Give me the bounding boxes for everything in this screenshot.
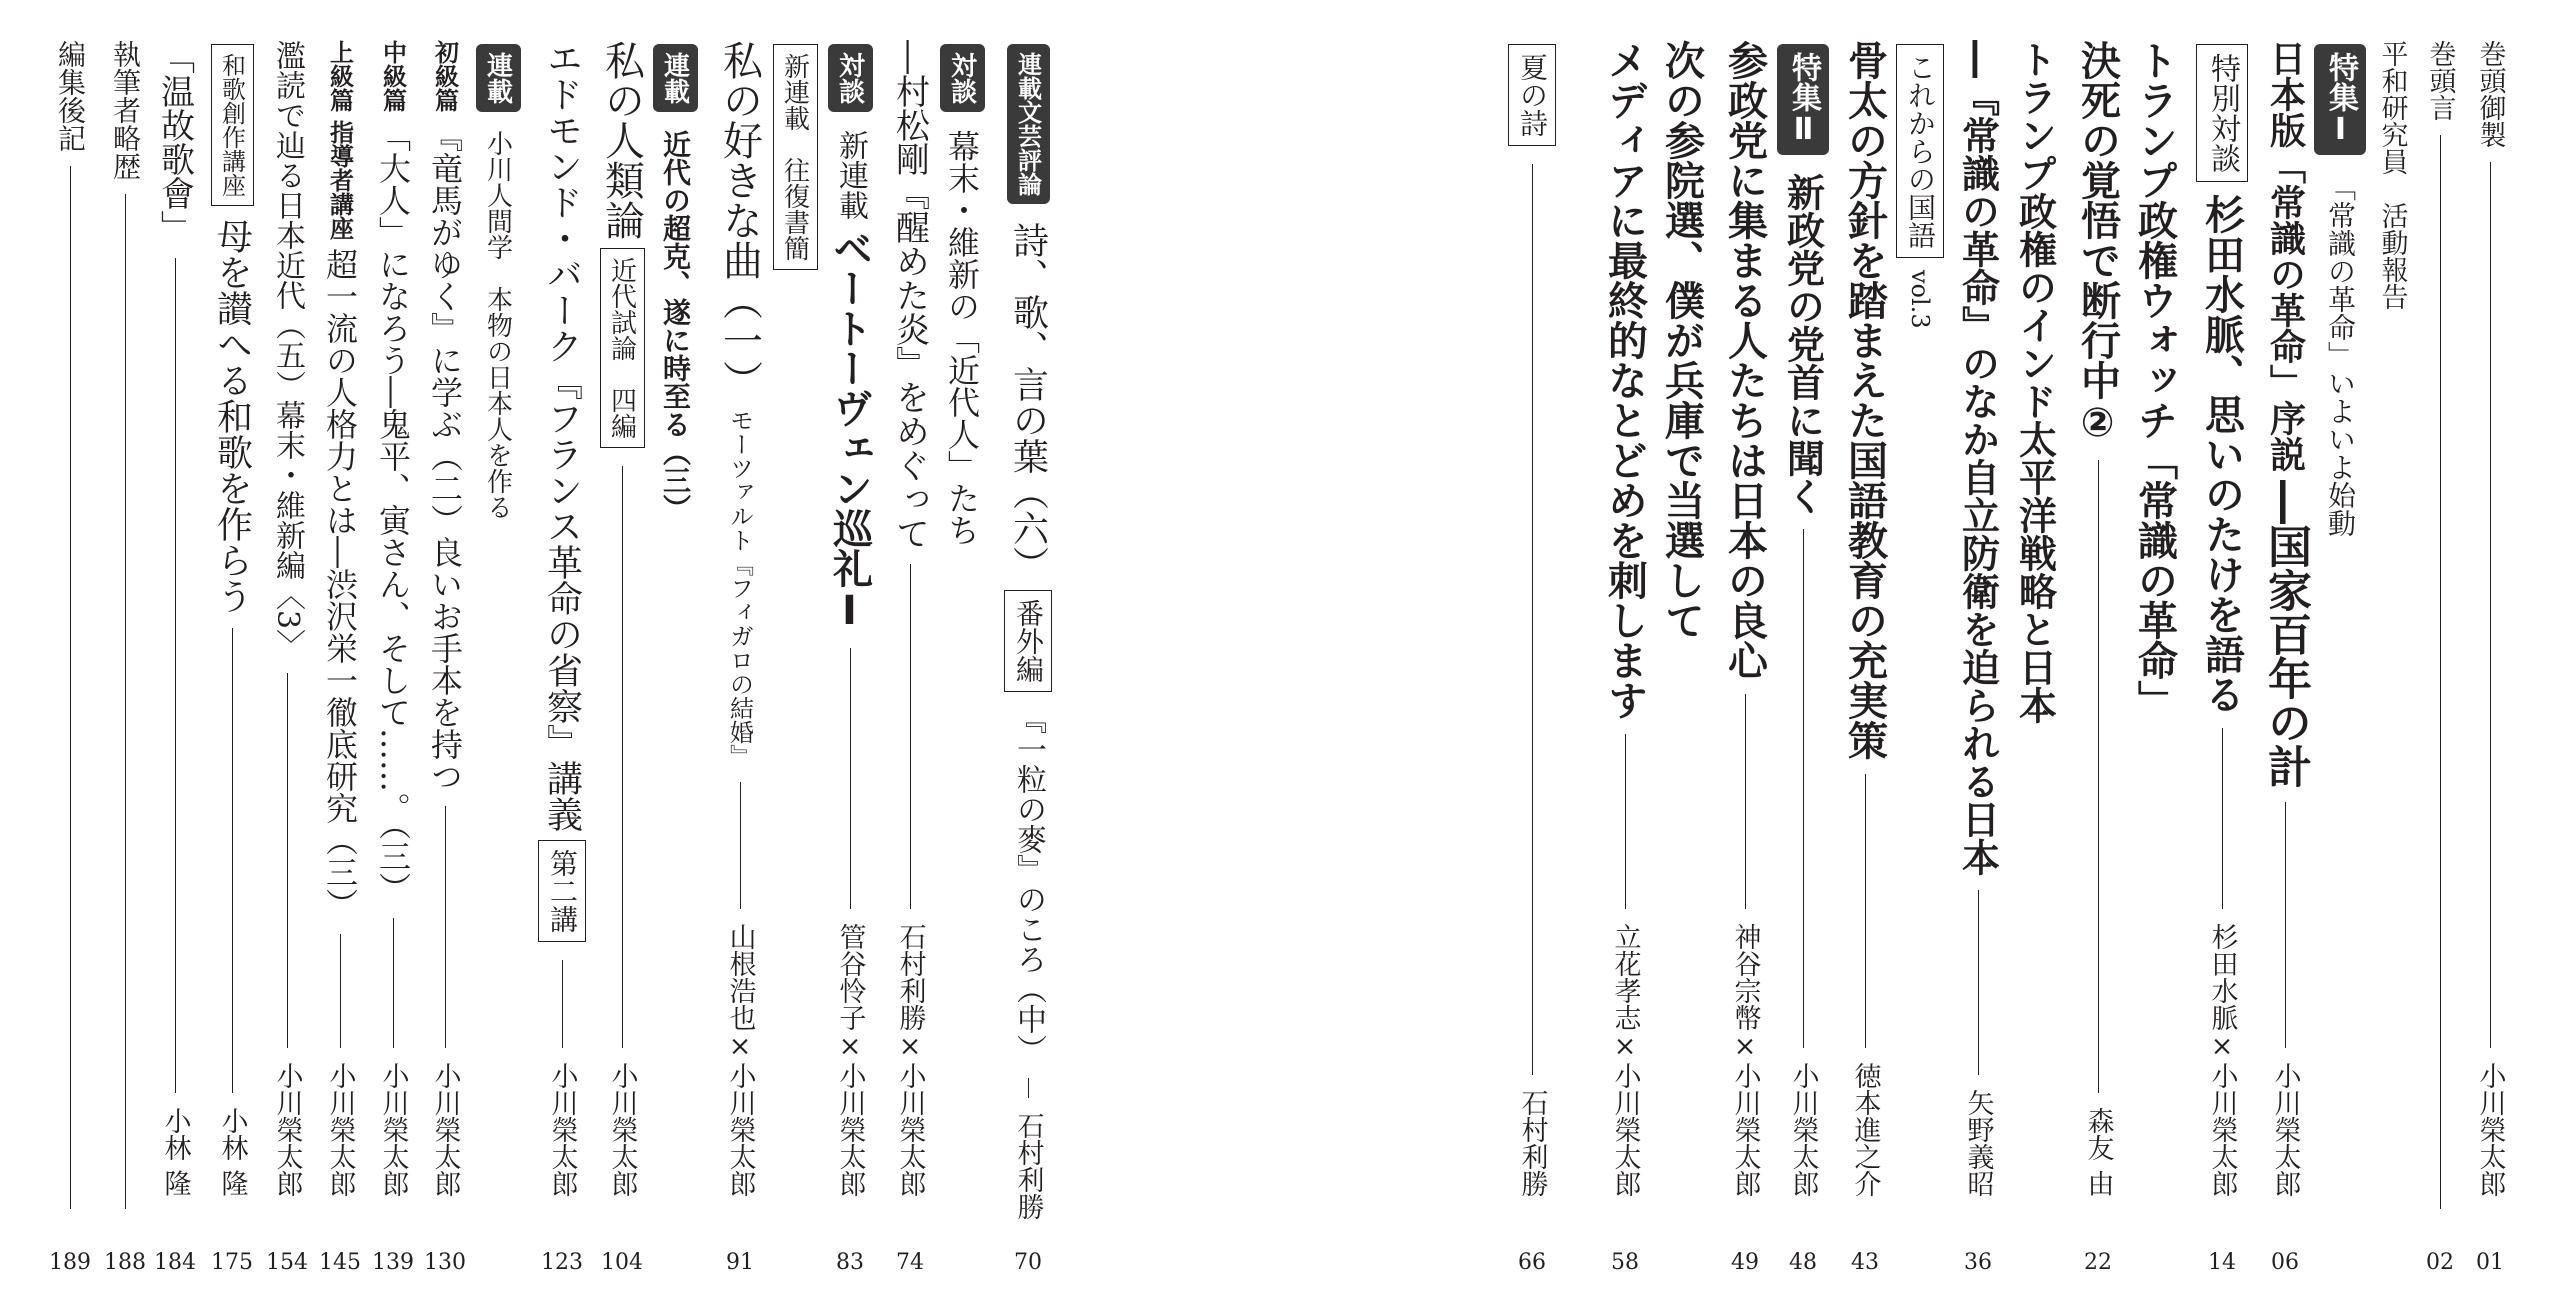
section-label: 番外編 [1004, 590, 1052, 692]
entry-author: 石村利勝 [1516, 1089, 1548, 1197]
entry-title: 杉田水脈、思いのたけを語る [2198, 194, 2245, 714]
page-number: 154 [266, 1250, 308, 1275]
toc-entry[interactable] [2192, 40, 2252, 1275]
entry-title: 幕末・維新の「近代人」たち [943, 130, 981, 546]
leader-line [2222, 728, 2223, 909]
leader-line [2285, 802, 2286, 1048]
leader-line [622, 466, 623, 1048]
page-number: 74 [896, 1250, 924, 1275]
page-number: 49 [1731, 1250, 1759, 1275]
page-number: 48 [1789, 1250, 1817, 1275]
section-label: 近代試論 四編 [600, 248, 645, 448]
page-number: 130 [424, 1250, 466, 1275]
leader-line [740, 782, 741, 909]
entry-author: 小林 隆 [159, 1107, 191, 1197]
entry-title: 日本版「常識の革命」序説 [2264, 40, 2306, 472]
leader-line [232, 628, 233, 1093]
section-label: 和歌創作講座 [211, 44, 254, 206]
entry-title: 次の参院選、僕が兵庫で当選して [1658, 40, 1705, 640]
toc-entry[interactable] [2310, 40, 2370, 1275]
entry-author: 小川榮太郎 [271, 1062, 303, 1197]
leader-line [393, 918, 394, 1048]
page-number: 02 [2426, 1250, 2454, 1275]
toc-entry[interactable] [1835, 40, 1895, 1275]
page-number: 01 [2476, 1250, 2504, 1275]
entry-author: 小川榮太郎 [429, 1062, 461, 1197]
leader-line [910, 564, 911, 909]
entry-title: 「常識の革命」いよいよ始動 [2324, 173, 2357, 537]
page-number: 175 [211, 1250, 253, 1275]
page-number: 104 [601, 1250, 643, 1275]
entry-title: 参政党に集まる人たちは日本の良心 [1721, 40, 1768, 680]
section-tag: 特集Ⅱ [1777, 44, 1829, 155]
toc-entry[interactable] [40, 40, 100, 1275]
leader-line [1028, 1078, 1029, 1098]
entry-author: 小川榮太郎 [2474, 1062, 2506, 1197]
entry-author: 神谷宗幣×小川榮太郎 [1729, 923, 1761, 1197]
entry-author: 山根浩也×小川榮太郎 [724, 923, 756, 1197]
entry-title: ベートーヴェン巡礼Ⅰ [826, 228, 873, 634]
entry-title: 母を讃へる和歌を作らう [211, 218, 253, 614]
leader-line [1865, 774, 1866, 1048]
entry-title: 初級篇 [430, 40, 459, 112]
entry-title: 「大人」になろう―鬼平、寅さん、そして……。（三） [374, 120, 412, 904]
entry-author: 小林 隆 [216, 1107, 248, 1197]
entry-title: トランプ政権のインド太平洋戦略と日本 [2012, 40, 2057, 724]
page-number: 189 [49, 1250, 91, 1275]
entry-title: 巻頭言 [2424, 40, 2456, 121]
toc-entry[interactable] [2068, 40, 2128, 1275]
entry-title: メディアに最終的なとどめを刺します [1601, 40, 1648, 720]
entry-title: 詩、歌、言の葉（六） [1007, 222, 1049, 582]
entry-title: ―国家百年の計 [2260, 480, 2311, 788]
entry-title: 私の好きな曲（一） [716, 40, 763, 400]
leader-line [340, 934, 341, 1048]
entry-author: 小川榮太郎 [1787, 1062, 1819, 1197]
entry-title: 平和研究員 活動報告 [2376, 40, 2408, 310]
entry-title: 濫読で辿る日本近代（五）幕末・維新編〈3〉 [270, 40, 305, 660]
page-number: 22 [2084, 1250, 2112, 1275]
entry-author: 杉田水脈×小川榮太郎 [2206, 923, 2238, 1197]
leader-line [1532, 164, 1533, 1075]
page-number: 70 [1014, 1250, 1042, 1275]
leader-line [1978, 890, 1979, 1075]
leader-line [2098, 460, 2099, 1093]
page-number: 139 [372, 1250, 414, 1275]
entry-author: 小川榮太郎 [324, 1062, 356, 1197]
toc-entry[interactable] [2362, 40, 2422, 1275]
section-tag: 対談 [940, 44, 985, 112]
leader-line [287, 673, 288, 1048]
entry-author: 徳本進之介 [1849, 1062, 1881, 1197]
page-number: 123 [541, 1250, 583, 1275]
entry-title: エドモンド・バーク『フランス革命の省察』講義 [541, 40, 583, 832]
page-number: 58 [1611, 1250, 1639, 1275]
page-number: 83 [836, 1250, 864, 1275]
toc-entry[interactable] [415, 40, 475, 1275]
entry-author: 小川榮太郎 [546, 1062, 578, 1197]
section-tag: 特集Ⅰ [2314, 44, 2366, 155]
section-label: これからの国語 [1896, 44, 1944, 258]
entry-title: トランプ政権ウォッチ「常識の革命」 [2131, 40, 2178, 720]
toc-entry[interactable] [468, 40, 528, 1275]
leader-line [125, 194, 126, 1209]
toc-entry[interactable] [710, 40, 770, 1275]
entry-title: ―『常識の革命』のなか自立防衛を迫られる日本 [1955, 40, 2000, 876]
toc-entry[interactable] [532, 40, 592, 1275]
page-number: 188 [104, 1250, 146, 1275]
section-tag: 連載 [476, 44, 521, 112]
entry-title: 新連載 [833, 130, 868, 220]
toc-entry[interactable] [1502, 40, 1562, 1275]
section-label: 新連載 往復書簡 [773, 44, 818, 270]
toc-entry[interactable] [257, 40, 317, 1275]
leader-line [70, 166, 71, 1209]
leader-line [562, 960, 563, 1048]
entry-title: 執筆者略歴 [109, 40, 142, 180]
entry-author: 管谷怜子×小川榮太郎 [834, 923, 866, 1197]
entry-title: 近代の超克、遂に時至る（三） [659, 130, 692, 522]
entry-title: 決死の覚悟で断行中② [2074, 40, 2121, 446]
page-number: 145 [319, 1250, 361, 1275]
leader-line [850, 648, 851, 909]
toc-entry[interactable] [363, 40, 423, 1275]
page-number: 06 [2271, 1250, 2299, 1275]
entry-author: 石村利勝×小川榮太郎 [894, 923, 926, 1197]
entry-author: 森友 由 [2082, 1107, 2114, 1197]
entry-title: 指導者講座 [325, 120, 354, 240]
section-label: 特別対談 [2196, 44, 2248, 182]
entry-title: 『竜馬がゆく』に学ぶ（二）良いお手本を持つ [426, 120, 464, 792]
page-number: 91 [726, 1250, 754, 1275]
toc-entry[interactable] [645, 40, 705, 1275]
entry-title: 『一粒の麥』のころ（中） [1011, 704, 1046, 1064]
page-number: 43 [1851, 1250, 1879, 1275]
entry-author: 矢野義昭 [1962, 1089, 1994, 1197]
leader-line [2440, 135, 2441, 1209]
toc-entry[interactable] [1773, 40, 1833, 1275]
leader-line [1803, 529, 1804, 1048]
entry-author: 立花孝志×小川榮太郎 [1609, 923, 1641, 1197]
toc-entry[interactable] [2005, 40, 2065, 1275]
toc-entry[interactable] [765, 40, 825, 1275]
entry-title: モーツァルト『フィガロの結婚』 [725, 408, 754, 768]
entry-title: 巻頭御製 [2474, 40, 2506, 148]
page-number: 184 [154, 1250, 196, 1275]
toc-entry[interactable] [1890, 40, 1950, 1275]
toc-entry[interactable] [1595, 40, 1655, 1275]
leader-line [1625, 734, 1626, 909]
section-tag: 連載 [653, 44, 698, 112]
toc-entry[interactable] [2125, 40, 2185, 1275]
toc-entry[interactable] [592, 40, 652, 1275]
entry-author: 石村利勝 [1012, 1112, 1044, 1220]
leader-line [1745, 694, 1746, 909]
page-number: 14 [2208, 1250, 2236, 1275]
toc-entry[interactable] [310, 40, 370, 1275]
toc-entry[interactable] [1715, 40, 1775, 1275]
section-label: 第二講 [538, 840, 586, 942]
toc-entry[interactable] [1652, 40, 1712, 1275]
toc-entry[interactable] [880, 40, 940, 1275]
section-label: 夏の詩 [1508, 44, 1556, 146]
entry-author: 小川榮太郎 [606, 1062, 638, 1197]
page-number: 66 [1518, 1250, 1546, 1275]
toc-entry[interactable] [820, 40, 880, 1275]
toc-entry[interactable] [95, 40, 155, 1275]
entry-title: 骨太の方針を踏まえた国語教育の充実策 [1841, 40, 1888, 760]
entry-title: 「温故歌會」 [154, 40, 195, 244]
entry-title: 新政党の党首に聞く [1780, 173, 1825, 515]
entry-title: 上級篇 [325, 40, 354, 112]
toc-entry[interactable] [2255, 40, 2315, 1275]
leader-line [2490, 162, 2491, 1048]
toc-entry[interactable] [932, 40, 992, 1275]
entry-title: 私の人類論 [598, 40, 645, 240]
entry-author: 小川榮太郎 [2269, 1062, 2301, 1197]
entry-author: 小川榮太郎 [377, 1062, 409, 1197]
entry-title: ―村松剛『醒めた炎』をめぐって [889, 40, 930, 550]
leader-line [175, 258, 176, 1093]
section-tag: 対談 [828, 44, 873, 112]
entry-title: 超一流の人格力とは―渋沢栄一徹底研究（三） [321, 248, 359, 920]
entry-title: 中級篇 [378, 40, 407, 112]
entry-title: 小川人間学 本物の日本人を作る [482, 130, 513, 520]
toc-entry[interactable] [998, 40, 1058, 1275]
entry-title: vol.3 [1906, 270, 1934, 329]
page-number: 36 [1964, 1250, 1992, 1275]
section-tag: 連載文芸評論 [1007, 44, 1050, 204]
toc-entry[interactable] [1948, 40, 2008, 1275]
entry-title: 編集後記 [54, 40, 87, 152]
leader-line [445, 806, 446, 1048]
toc-entry[interactable] [202, 40, 262, 1275]
